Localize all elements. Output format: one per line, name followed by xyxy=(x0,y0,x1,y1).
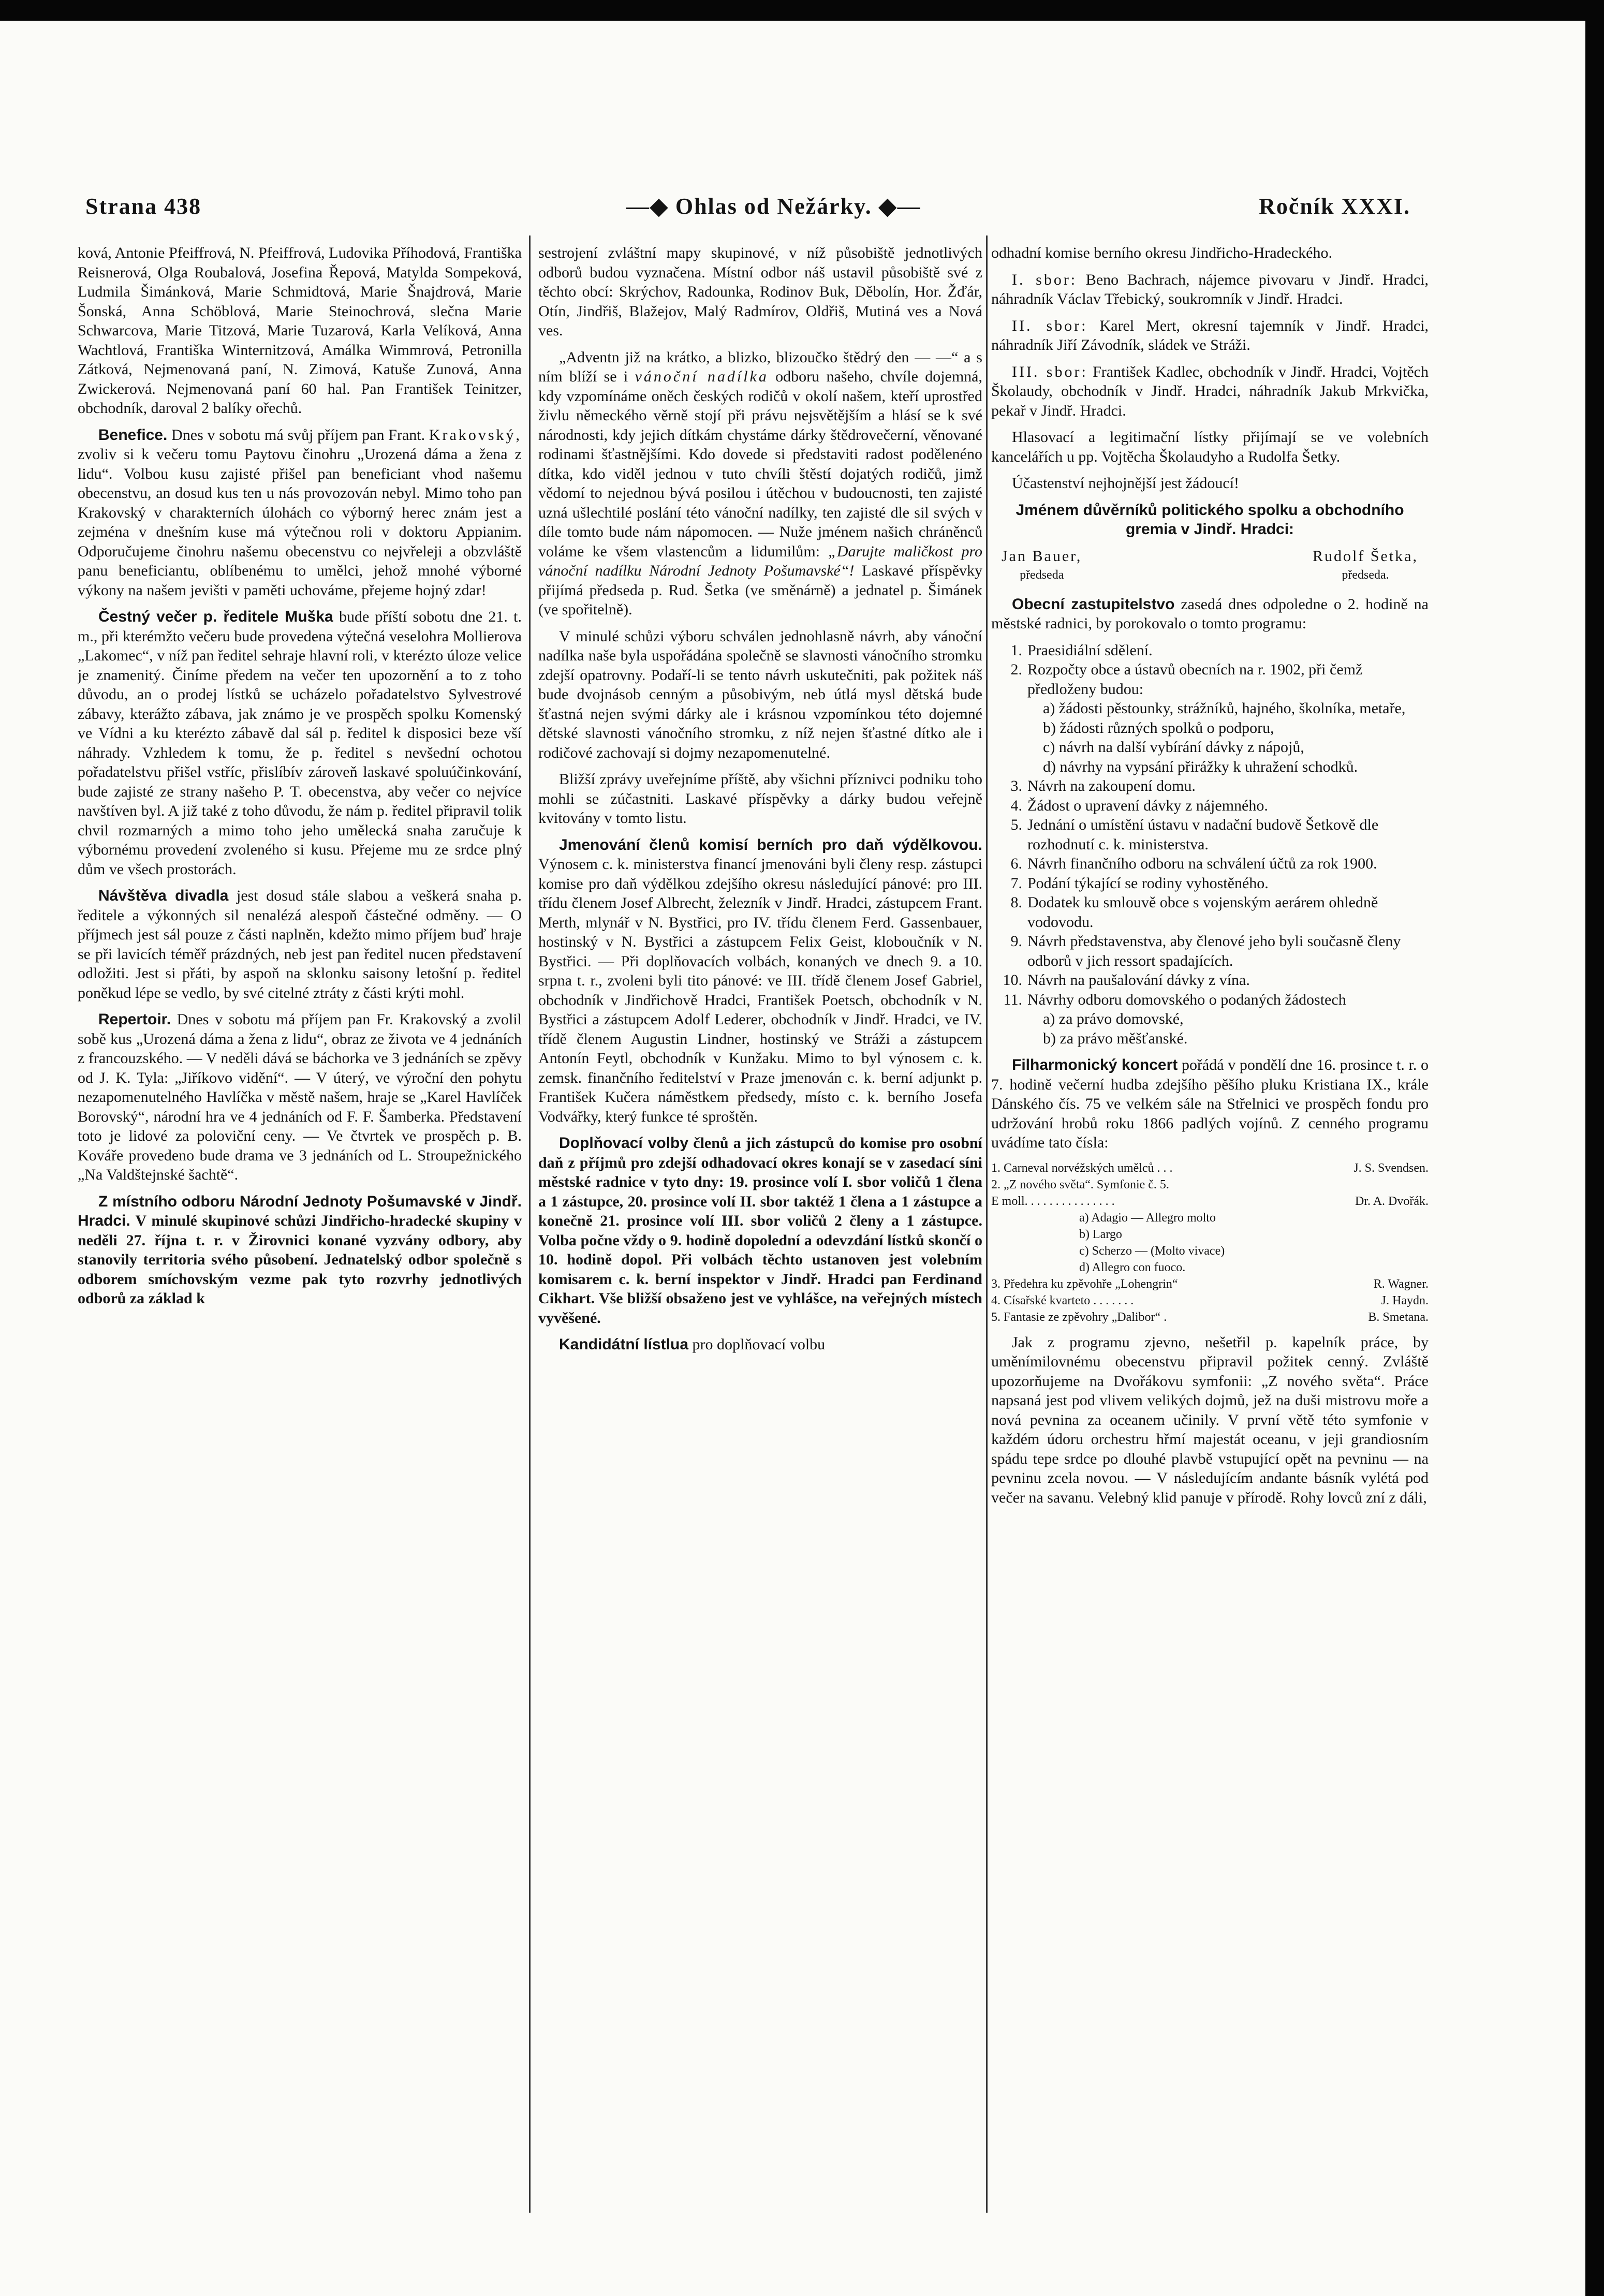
program-item-number: 4. xyxy=(1010,797,1022,814)
program-item xyxy=(994,854,1429,874)
article-text: pořádá v pondělí dne 16. prosince t. r. o 7. hodině večerní hudba zdejšího pěšího pluku Kristiana IX., krále Dánského čís. 75 ve velkém sále na Střelnici ve prospěch fondu pro udržování hrobů roku 1866 padlých vojínů. Z cenného programu uvádíme tato čísla: xyxy=(991,1056,1429,1151)
program-item xyxy=(994,1009,1429,1029)
article-text: členů a jich zástupců do komise pro osobní daň z příjmů pro zdejší odhadovací okres konají se v zasedací síni městské radnice v tyto dny: 19. prosince volí I. sbor voličů 1 člena a 1 zástupce, 20. prosince volí II. sbor taktéž 1 člena a 1 zástupce a konečně 21. prosince volí III. sbor voličů 2 členy a 1 zástupce. Volba počne vždy o 9. hodině dopolední a odevzdání lístků skončí o 10. hodině dopol. Při volbách těchto ustanoven jest volebním komisarem c. k. berní inspektor v Jindř. Hradci pan Ferdinand Cikhart. Vše bližší obsaženo jest ve vyhlášce, na veřejných místech vyvěšené. xyxy=(538,1135,982,1327)
article-benefice xyxy=(78,425,522,600)
program-item xyxy=(994,932,1429,970)
program-item xyxy=(994,699,1429,718)
concert-piece: E moll. . . . . . . . . . . . . . . xyxy=(991,1194,1115,1208)
program-item-text: Jednání o umístění ústavu v nadační budově Šetkově dle rozhodnutí c. k. ministerstva. xyxy=(1027,816,1379,853)
article-text: Výnosem c. k. ministerstva financí jmenováni byli členy resp. zástupci komise pro daň výdělkou zdejšího okresu následující pánové: pro III. třídu členem Josef Albrecht, železník v Jindř. Hradci, zástupcem Frant. Merth, mlynář v N. Bystřici, pro IV. třídu členem Ferd. Gassenbauer, hostinský v N. Bystřici a zástupcem Felix Geist, kloboučník v N. Bystřici. — Při doplňovacích volbách, konaných ve dnech 9. a 10. srpna t. r., zvoleni byli tito pánové: ve III. třídě členem Josef Gabriel, obchodník v Jindřichově Hradci, František Poetsch, obchodník v N. Bystřici a zástupcem Adolf Lederer, obchodník v Jindř. Hradci, ve IV. třídě členem Augustin Lindner, hostinský ve Stráži a zástupcem Antonín Feytl, obchodník v Kunžaku. Mimo to byl výnosem c. k. zemsk. finančního ředitelství v Praze jmenován c. k. berní adjunkt p. František Kučera náměstkem předsedy, místo c. k. berního Josefa Vodvářky, který funkce té sproštěn. xyxy=(538,856,982,1125)
italic-text: vánoční nadílka xyxy=(635,368,769,385)
article-lead: Doplňovací volby xyxy=(559,1135,689,1152)
article-navsteva xyxy=(78,886,522,1003)
article-text: jest dosud stále slabou a veškerá snaha p. ředitele a výkonných sil nenalézá alespoň částečné odměny. — O příjmech jest sál pouze z části naplněn, kdežto mimo příjem buď hraje se při lavicích téměř prázdných, neb jest pan ředitel nucen představení odložiti. Jest si přáti, by aspoň na sklonku saisony letošní p. ředitel poněkud lépe se vedlo, by své citelné ztráty z části krýti mohl. xyxy=(78,887,522,1002)
article-filharmonicky xyxy=(991,1055,1429,1153)
page-number: Strana 438 xyxy=(85,194,202,219)
program-item-number xyxy=(994,718,1027,738)
donor-list: ková, Antonie Pfeiffrová, N. Pfeiffrová, Ludovika Příhodová, Františka Reisnerová, Olga Roubalová, Josefina Řepová, Matylda Sompeková, Ludmila Šimánková, Marie Schmidtová, Marie Šnajdrová, Marie Šonská, Anna Schöblová, Marie Steinochrová, slečna Marie Schwarcova, Marie Titzová, Marie Tuzarová, Karla Velíková, Anna Wachtlová, Františka Winternitzová, Amálka Wimmrová, Petronilla Zátková, Nejmenovaná paní, N. Zimová, Katuše Zunová, Anna Zwickerová. Nejmenovaná paní 60 hal. Pan František Teinitzer, obchodník, daroval 2 balíky ořechů. xyxy=(78,244,522,417)
article-lead: Filharmonický koncert xyxy=(1012,1056,1178,1073)
article-text: zvoliv si k večeru tomu Paytovu činohru „Urozená dáma a žena z lidu“. Volbou kusu zajisté přišel pan beneficiant vhod našemu obecenstvu, an dosud kus ten u nás provozován nebyl. Mimo toho pan Krakovský v charakterních úlohách co výborný herec znám jest a zejména v dnešním kuse má výtečnou roli v doktoru Appianim. Odporučujeme činohru našemu obecenstvu co nejvřeleji a obzvláště panu beneficiantu, oblíbenému to umělci, jehož mnohé výborné výkony na našem jevišti v paměti uchováme, přejeme hojný zdar! xyxy=(78,446,522,599)
program-item-number: 6. xyxy=(1010,855,1022,872)
program-item xyxy=(994,893,1429,932)
article-blizsi: Bližší zprávy uveřejníme příště, aby všichni příznivci podniku toho mohli se zúčastniti. Laskavé příspěvky a dárky budou veřejně kvitovány v tomto listu. xyxy=(538,771,982,827)
concert-item xyxy=(991,1276,1429,1292)
concert-movement: a) Adagio — Allegro molto xyxy=(1079,1211,1216,1225)
program-item-number xyxy=(994,699,1027,718)
column-rule-2 xyxy=(986,236,988,2213)
concert-item xyxy=(991,1193,1429,1210)
signature-bauer xyxy=(1002,547,1082,585)
concert-item xyxy=(991,1309,1429,1326)
program-item-number: 11. xyxy=(1003,991,1022,1008)
program-list xyxy=(991,641,1429,1049)
program-item xyxy=(994,757,1429,777)
column-rule-1 xyxy=(529,236,531,2213)
program-item-number: 10. xyxy=(1003,972,1022,989)
article-jmenovani xyxy=(538,835,982,1127)
article-advent xyxy=(538,348,982,620)
article-repertoir xyxy=(78,1010,522,1185)
signature-role: předseda. xyxy=(1342,568,1389,582)
program-item-number: 8. xyxy=(1010,894,1022,911)
program-item-number: 9. xyxy=(1010,933,1022,950)
article-text: odboru našeho, chvíle dojemná, kdy vzpomínáme oněch českých rodičů v okolí našem, kteří uprostřed živlu německého věrně stojí při právu nejsvětějším a hlásí se k své národnosti, kdy jejich dítkám chystáme dárky štědrovečerní, věnované rodinami šťastnějšími. Kdo dovede si představiti radost podělenéno dítka, kdo viděl jednou v tuto chvíli štěstí dojatých rodičů, jimž vědomí to nejednou bývá posilou i útěchou v budoucnosti, ten zajisté uzná ušlechtilé poslání této vánoční nadílky, ten zajisté dle sil svých v díle tomto bude nám nápomocen. — Nuže jménem našich chráněnců voláme ke všem vlastencům a lidumilům: xyxy=(538,368,982,560)
concert-program xyxy=(991,1160,1429,1326)
column-1 xyxy=(78,243,522,2205)
article-obecni xyxy=(991,595,1429,634)
program-item-text: d) návrhy na vypsání přirážky k uhražení schodků. xyxy=(1043,758,1358,775)
article-doplnovaci xyxy=(538,1134,982,1328)
article-text: Dnes v sobotu má příjem pan Fr. Krakovský a zvolil sobě kus „Urozená dáma a žena z lidu“, obraz ze života ve 4 jednáních z francouzského. — V neděli dává se báchorka ve 3 jednáních se zpěvy od J. K. Tyla: „Jiříkovo vidění“. — V úterý, ve výroční den pohytu nezapomenutelného Havlíčka v městě našem, hraje se „Karel Havlíček Borovský“, národní hra ve 4 jednáních od F. F. Šamberka. Představení toto je lidové za poloviční ceny. — Ve čtvrtek ve prospěch p. B. Kováře provedeno bude drama ve 3 jednáních od L. Stroupežnického „Na Valdštejnské šachtě“. xyxy=(78,1011,522,1183)
article-lead: Repertoir. xyxy=(98,1011,171,1028)
program-item-text: Návrhy odboru domovského o podaných žádostech xyxy=(1027,991,1346,1008)
jmenem-heading: Jménem důvěrníků politického spolku a obchodního gremia v Jindř. Hradci: xyxy=(1016,501,1404,538)
sbor-1 xyxy=(991,270,1429,309)
program-item xyxy=(994,776,1429,796)
article-lead: Jmenování členů komisí berních pro daň výdělkovou. xyxy=(559,836,982,853)
program-item xyxy=(994,641,1429,660)
program-item-text: Návrh na zakoupení domu. xyxy=(1027,777,1196,794)
article-text: „Adventn již na krátko, a blizko, blizoučko štědrý den — —“ a s ním blíží se i xyxy=(538,348,982,385)
article-lead: Návštěva divadla xyxy=(98,887,229,904)
program-item xyxy=(994,1029,1429,1049)
volume-number: Ročník XXXI. xyxy=(1259,194,1410,219)
concert-composer: J. S. Svendsen. xyxy=(1353,1161,1429,1175)
article-odbor xyxy=(78,1192,522,1308)
ucastenstvi: Účastenství nejhojnější jest žádoucí! xyxy=(1012,475,1240,492)
column-2 xyxy=(538,243,982,2205)
article-text: Dnes v sobotu má svůj příjem pan Frant. xyxy=(171,426,425,444)
article-vybor: V minulé schůzi výboru schválen jednohlasně návrh, aby vánoční nadílka naše byla uspořádána společně se slavnosti vánočního stromku zdejší opatrovny. Podaří-li se tento návrh uskutečniti, pak požitek náš bude dvojnásob cenným a působivým, neb útlá mysl dětská bude šťastná nejen svými dárky ale i krásnou vzpomínkou této dojemné dětské slavnosti vánočního stromku, z níž nejen šťastné dítko ale i rodičové zachovají si dojmy nezapomenutelné. xyxy=(538,627,982,761)
signature-name: Rudolf Šetka, xyxy=(1313,547,1418,565)
italic-text: „Darujte maličkost pro vánoční nadílku Národní Jednoty Pošumavské“! xyxy=(538,542,982,579)
sbor-label: II. sbor: xyxy=(1012,317,1088,334)
program-item-text: Návrh představenstva, aby členové jeho byli současně členy odborů v jich ressort spadajících. xyxy=(1027,933,1401,969)
sbor-text: Karel Mert, okresní tajemník v Jindř. Hradci, náhradník Jiří Závodník, sládek ve Stráži. xyxy=(991,317,1429,354)
hlasovaci-listky: Hlasovací a legitimační lístky přijímají se ve volebních kancelářích u pp. Vojtěcha Školaudyho a Rudolfa Šetky. xyxy=(991,429,1429,465)
program-item-number: 1. xyxy=(1010,641,1022,659)
program-item-text: a) za právo domovské, xyxy=(1043,1010,1184,1027)
scan-border-top xyxy=(0,0,1604,21)
concert-composer: J. Haydn. xyxy=(1381,1293,1429,1307)
program-item-number: 3. xyxy=(1010,777,1022,794)
article-kandidatni-cont: odhadní komise berního okresu Jindřicho-Hradeckého. xyxy=(991,244,1332,261)
program-item-text: Návrh finančního odboru na schválení účtů za rok 1900. xyxy=(1027,855,1377,872)
program-item-text: c) návrh na další vybírání dávky z nápojů, xyxy=(1043,739,1304,756)
concert-item xyxy=(991,1176,1429,1193)
sbor-label: I. sbor: xyxy=(1012,271,1078,288)
article-text: pro doplňovací volbu xyxy=(692,1336,826,1353)
program-item-text: Žádost o upravení dávky z nájemného. xyxy=(1027,797,1268,814)
page-header xyxy=(85,189,1410,225)
concert-movement: c) Scherzo — (Molto vivace) xyxy=(1079,1244,1225,1258)
program-item-number xyxy=(994,738,1027,757)
article-lead: Obecní zastupitelstvo xyxy=(1012,595,1175,613)
program-item-text: Dodatek ku smlouvě obce s vojenským aerárem ohledně vodovodu. xyxy=(1027,894,1378,931)
concert-piece: 5. Fantasie ze zpěvohry „Dalibor“ . xyxy=(991,1310,1167,1324)
program-item-text: Rozpočty obce a ústavů obecních na r. 1902, při čemž předloženy budou: xyxy=(1027,661,1363,698)
program-item-number xyxy=(994,1009,1027,1029)
concert-piece: 1. Carneval norvéžských umělců . . . xyxy=(991,1161,1173,1175)
concert-composer: Dr. A. Dvořák. xyxy=(1355,1194,1429,1208)
concert-composer: B. Smetana. xyxy=(1368,1310,1429,1324)
article-text: Laskavé příspěvky přijímá předseda p. Rud. Šetka (ve směnárně) a jednatel p. Šimánek (ve spořitelně). xyxy=(538,562,982,618)
sbor-2 xyxy=(991,316,1429,355)
program-item xyxy=(994,796,1429,816)
article-text: V minulé skupinové schůzi Jindřicho-hradecké skupiny v neděli 27. října t. r. v Žirovnici konané vyzvány odbory, aby stanovily territoria svého působení. Jednatelský odbor společně s odborem smíchovským vezme pak tyto rozvrhy jednotlivých odborů za základ k xyxy=(78,1212,522,1307)
article-text: zasedá dnes odpoledne o 2. hodině na městské radnici, by porokovalo o tomto programu: xyxy=(991,595,1429,632)
program-item-text: a) žádosti pěstounky, strážníků, hajného, školníka, metaře, xyxy=(1043,700,1406,717)
program-item-text: Podání týkající se rodiny vyhostěného. xyxy=(1027,874,1269,892)
program-item-number xyxy=(994,757,1027,777)
concert-item xyxy=(991,1292,1429,1309)
article-cestny-vecer xyxy=(78,607,522,879)
concert-movement: d) Allegro con fuoco. xyxy=(1079,1260,1186,1274)
sbor-text: Beno Bachrach, nájemce pivovaru v Jindř. Hradci, náhradník Václav Třebický, soukromník v Jindř. Hradci. xyxy=(991,271,1429,307)
article-jak: Jak z programu zjevno, nešetřil p. kapelník práce, by uměnímilovnému obecenstvu připravil požitek cenný. Zvláště upozorňujeme na Dvořákovu symfonii: „Z nového světa“. Práce napsaná jest pod vlivem velikých dojmů, jež na duši mistrovu moře a nová pevnina za oceanem učinily. V první větě této symfonie v každém údoru orchestru hřmí majestát oceanu, v jeji grandiosním spádu tepe srdce po dlouhé plavbě vstupující opět na pevninu — na pevninu zcela novou. — V následujícím andante básník vylétá pod večer na savanu. Velebný klid panuje v přírodě. Rohy lovců zní z dáli, xyxy=(991,1333,1429,1506)
article-lead: Z místního odboru Národní Jednoty Pošumavské v Jindř. Hradci. xyxy=(78,1193,522,1229)
signatures xyxy=(1002,547,1418,585)
program-item-text: Návrh na paušalování dávky z vína. xyxy=(1027,972,1250,989)
program-item-number: 7. xyxy=(1010,874,1022,892)
concert-piece: 2. „Z nového světa“. Symfonie č. 5. xyxy=(991,1178,1169,1191)
program-item-number: 2. xyxy=(1010,661,1022,678)
program-item xyxy=(994,970,1429,990)
article-lead: Benefice. xyxy=(98,426,168,444)
newspaper-title: —◆ Ohlas od Nežárky. ◆— xyxy=(626,194,921,219)
article-odbor-cont: sestrojení zvláštní mapy skupinové, v níž působiště jednotlivých odborů budou vyznačena. Místní odbor náš ustavil působiště své z těchto obcí: Skrýchov, Radounka, Rodinov Buk, Děbolín, Hor. Žďár, Otín, Jindřiš, Blažejov, Malý Radmírov, Oldřiš, Mutiná ves a Nová ves. xyxy=(538,244,982,339)
signature-role: předseda xyxy=(1020,568,1064,582)
sbor-text: František Kadlec, obchodník v Jindř. Hradci, Vojtěch Školaudy, obchodník v Jindř. Hradci, náhradník Jakub Mrkvička, pekař v Jindř. Hradci. xyxy=(991,363,1429,419)
program-item xyxy=(994,815,1429,854)
sbor-3 xyxy=(991,362,1429,421)
program-item xyxy=(994,990,1429,1010)
article-kandidatni xyxy=(538,1335,982,1355)
concert-item xyxy=(991,1160,1429,1176)
program-item-text: b) za právo měšťanské. xyxy=(1043,1029,1188,1047)
program-item xyxy=(994,738,1429,757)
column-3 xyxy=(991,243,1429,2205)
program-item xyxy=(994,874,1429,893)
scan-border-right xyxy=(1585,0,1604,2296)
spaced-name: Krakovský, xyxy=(429,426,522,444)
sbor-label: III. sbor: xyxy=(1012,363,1088,380)
article-lead: Čestný večer p. ředitele Muška xyxy=(98,608,333,625)
program-item-text: Praesidiální sdělení. xyxy=(1027,641,1153,659)
program-item-number: 5. xyxy=(1010,816,1022,833)
program-item-number xyxy=(994,1029,1027,1049)
signature-name: Jan Bauer, xyxy=(1002,547,1082,565)
article-lead: Kandidátní lístlua xyxy=(559,1336,689,1353)
concert-movement: b) Largo xyxy=(1079,1227,1122,1241)
program-item xyxy=(994,718,1429,738)
program-item-text: b) žádosti různých spolků o podporu, xyxy=(1043,719,1274,737)
article-text: bude příští sobotu dne 21. t. m., při kterémžto večeru bude provedena výtečná veselohra Mollierova „Lakomec“, v níž pan ředitel sehraje hlavní roli, v kterézto úloze velice je znamenitý. Činíme předem na večer ten upozornění a to z toho důvodu, an o prodej lístků se ucházelo pořadatelstvo Sylvestrové zábavy, kterážto zábava, jak známo je ve prospěch spolku Komenský ve Vídni a ku kterézto zábavě dal sál p. ředitel k disposici beze vší náhrady. Vzhledem k tomu, že p. ředitel s nevšední ochotou pořadatelstvu přišel vstříc, přislíbív zároveň laskavé spoluúčinkování, bude zajisté ze strany našeho P. T. obecenstva, aby večer co nejvíce navštíven byl. A již také z toho důvodu, že nám p. ředitel připravil tolik chvil rozmarných a mimo toho jeho umělecká snaha zaručuje k výbornému provedení zvoleného si kusu. Přejeme mu ze srdce plný dům ve všech prostorách. xyxy=(78,608,522,878)
concert-composer: R. Wagner. xyxy=(1373,1277,1429,1291)
signature-setka xyxy=(1313,547,1418,585)
program-item xyxy=(994,660,1429,699)
concert-piece: 4. Císařské kvarteto . . . . . . . xyxy=(991,1293,1134,1307)
concert-piece: 3. Předehra ku zpěvohře „Lohengrin“ xyxy=(991,1277,1178,1291)
